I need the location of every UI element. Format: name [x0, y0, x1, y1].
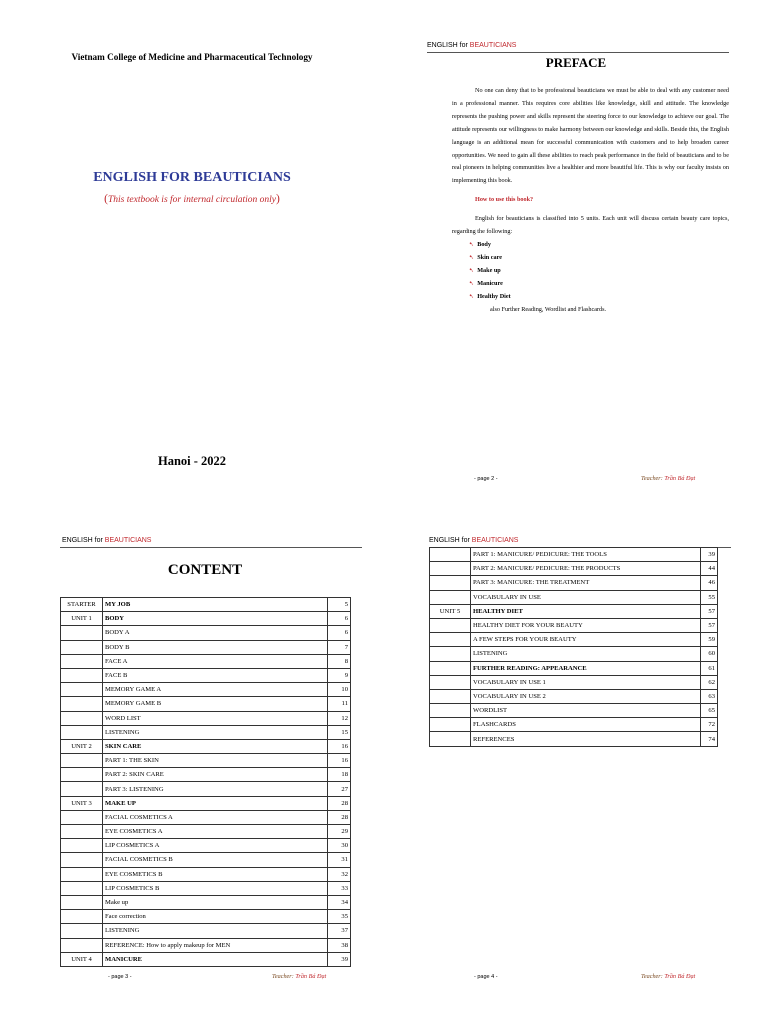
bullet-arrow-icon: ➷ [469, 266, 475, 274]
toc-page-cell: 8 [328, 654, 351, 668]
toc-title-cell: MEMORY GAME B [103, 697, 328, 711]
toc-page-cell: 65 [701, 704, 718, 718]
toc-unit-cell [430, 618, 471, 632]
toc-page-cell: 39 [701, 548, 718, 562]
toc-unit-cell: UNIT 5 [430, 604, 471, 618]
toc-page-cell: 29 [328, 825, 351, 839]
toc-unit-cell [61, 910, 103, 924]
toc-title-cell: LISTENING [103, 924, 328, 938]
topic-label: Skin care [477, 253, 502, 261]
toc-page-cell: 31 [328, 853, 351, 867]
toc-row [61, 810, 351, 824]
toc-page-cell: 61 [701, 661, 718, 675]
header-highlight: BEAUTICIANS [104, 537, 152, 544]
toc-unit-cell [430, 576, 471, 590]
toc-row [430, 604, 718, 618]
toc-row [61, 739, 351, 753]
toc-row [61, 825, 351, 839]
toc-unit-cell [61, 895, 103, 909]
toc-row [61, 796, 351, 810]
toc-row [61, 853, 351, 867]
toc-row [61, 598, 351, 612]
bullet-arrow-icon: ➷ [469, 292, 475, 300]
toc-page-cell: 46 [701, 576, 718, 590]
toc-page-cell: 30 [328, 839, 351, 853]
toc-page-cell: 7 [328, 640, 351, 654]
toc-title-cell: PART 1: MANICURE/ PEDICURE: THE TOOLS [471, 548, 701, 562]
toc-title-cell: Face correction [103, 910, 328, 924]
book-title: ENGLISH FOR BEAUTICIANS [93, 170, 291, 185]
topic-item [452, 239, 729, 252]
header-prefix: ENGLISH for [62, 537, 105, 544]
toc-title-cell: WORD LIST [103, 711, 328, 725]
toc-row [61, 754, 351, 768]
subtitle-text: This textbook is for internal circulation only [108, 195, 276, 205]
toc-row [430, 576, 718, 590]
toc-page-cell: 63 [701, 689, 718, 703]
toc-unit-cell [430, 704, 471, 718]
toc-row [61, 910, 351, 924]
toc-page-cell: 6 [328, 626, 351, 640]
toc-unit-cell [61, 839, 103, 853]
toc-title-cell: MEMORY GAME A [103, 683, 328, 697]
toc-page-cell: 5 [328, 598, 351, 612]
toc-title-cell: PART 2: MANICURE/ PEDICURE: THE PRODUCTS [471, 562, 701, 576]
teacher-label: Teacher: [641, 475, 665, 482]
toc-title-cell: REFERENCE: How to apply makeup for MEN [103, 938, 328, 952]
toc-row [61, 626, 351, 640]
toc-title-cell: LIP COSMETICS B [103, 881, 328, 895]
toc-unit-cell [61, 725, 103, 739]
toc-unit-cell [430, 689, 471, 703]
toc-unit-cell [430, 647, 471, 661]
toc-page-cell: 74 [701, 732, 718, 746]
toc-title-cell: MY JOB [103, 598, 328, 612]
topic-item [452, 278, 729, 291]
toc-title-cell: VOCABULARY IN USE 1 [471, 675, 701, 689]
toc-unit-cell: UNIT 1 [61, 612, 103, 626]
toc-title-cell: FACIAL COSMETICS A [103, 810, 328, 824]
toc-page-cell: 16 [328, 739, 351, 753]
toc-title-cell: HEALTHY DIET FOR YOUR BEAUTY [471, 618, 701, 632]
toc-row [61, 768, 351, 782]
toc-row [61, 612, 351, 626]
topic-label: Make up [477, 266, 501, 274]
toc-unit-cell [430, 633, 471, 647]
toc-unit-cell [61, 938, 103, 952]
toc-row [430, 633, 718, 647]
toc-page-cell: 10 [328, 683, 351, 697]
also-text: also Further Reading, Wordlist and Flashcards. [490, 305, 607, 313]
toc-title-cell: VOCABULARY IN USE 2 [471, 689, 701, 703]
toc-title-cell: BODY B [103, 640, 328, 654]
toc-title-cell: EYE COSMETICS B [103, 867, 328, 881]
toc-row [61, 881, 351, 895]
toc-unit-cell [61, 867, 103, 881]
header-highlight: BEAUTICIANS [471, 537, 519, 544]
preface-title: PREFACE [545, 55, 607, 70]
how-to-heading: How to use this book? [475, 196, 534, 204]
toc-unit-cell [61, 711, 103, 725]
toc-page-cell: 15 [328, 725, 351, 739]
toc-page-cell: 6 [328, 612, 351, 626]
running-header [427, 42, 516, 49]
toc-table [60, 597, 351, 967]
toc-page-cell: 27 [328, 782, 351, 796]
toc-page-cell: 37 [328, 924, 351, 938]
toc-page-cell: 34 [328, 895, 351, 909]
toc-title-cell: EYE COSMETICS A [103, 825, 328, 839]
content-page [0, 512, 384, 1024]
toc-row [61, 924, 351, 938]
toc-unit-cell [430, 718, 471, 732]
toc-page-cell: 60 [701, 647, 718, 661]
toc-row [430, 548, 718, 562]
toc-row [61, 725, 351, 739]
toc-title-cell: PART 3: LISTENING [103, 782, 328, 796]
toc-row [61, 640, 351, 654]
toc-page-cell: 57 [701, 618, 718, 632]
page-number: - page 2 - [474, 476, 498, 482]
toc-page-cell: 12 [328, 711, 351, 725]
toc-page-cell: 62 [701, 675, 718, 689]
toc-row [430, 661, 718, 675]
toc-unit-cell: UNIT 4 [61, 952, 103, 966]
toc-row [430, 704, 718, 718]
toc-row [61, 683, 351, 697]
toc-unit-cell: UNIT 3 [61, 796, 103, 810]
toc-page-cell: 32 [328, 867, 351, 881]
toc-unit-cell [61, 825, 103, 839]
toc-unit-cell [61, 754, 103, 768]
toc-page-cell: 55 [701, 590, 718, 604]
toc-row [61, 654, 351, 668]
topic-item [452, 265, 729, 278]
toc-title-cell: VOCABULARY IN USE [471, 590, 701, 604]
toc-page-cell: 9 [328, 668, 351, 682]
preface-paragraph: No one can deny that to be professional beauticians we must be able to deal with any customer need in a professional manner. This requires core abilities like knowledge, skill and attitude. The knowledge represents the pushing power and skills represent the steering force to our knowledge to achieve our goal. The attitude represents our willingness to make harmony between our knowledge and skills. Beside this, the English language is an additional mean for successful communication with customers and to help broaden career opportunities. We need to gain all these abilities to reach peak performance in the field of beauticians and to be real pioneers in helping communities live a healthier and more beautiful life. This is why our faculty insists on implementing this book. [452, 87, 729, 185]
cover-page [0, 0, 384, 512]
toc-title-cell: FACE A [103, 654, 328, 668]
toc-row [61, 952, 351, 966]
toc-unit-cell [430, 562, 471, 576]
toc-title-cell: PART 2: SKIN CARE [103, 768, 328, 782]
toc-unit-cell [61, 924, 103, 938]
subtitle-open-paren: ( [104, 193, 108, 205]
header-rule [427, 52, 729, 53]
bullet-arrow-icon: ➷ [469, 240, 475, 248]
page-number: - page 4 - [474, 974, 498, 980]
toc-unit-cell [430, 732, 471, 746]
topic-list [452, 239, 729, 304]
toc-row [61, 711, 351, 725]
preface-page [384, 0, 768, 512]
header-rule [60, 547, 362, 548]
toc-row [61, 782, 351, 796]
toc-unit-cell [61, 654, 103, 668]
units-text: English for beauticians is classified into 5 units. Each unit will discuss certain beauty care topics, regarding the following: [452, 215, 729, 236]
toc-page-cell: 39 [328, 952, 351, 966]
teacher-credit [641, 475, 695, 482]
running-header [429, 537, 518, 544]
header-highlight: BEAUTICIANS [469, 42, 517, 49]
toc-page-cell: 28 [328, 796, 351, 810]
topic-item [452, 291, 729, 304]
toc-title-cell: FLASHCARDS [471, 718, 701, 732]
toc-unit-cell: STARTER [61, 598, 103, 612]
toc-title-cell: PART 1: THE SKIN [103, 754, 328, 768]
topic-label: Manicure [477, 279, 503, 287]
bullet-arrow-icon: ➷ [469, 279, 475, 287]
toc-title-cell: Make up [103, 895, 328, 909]
header-prefix: ENGLISH for [427, 42, 470, 49]
toc-row [61, 697, 351, 711]
toc-unit-cell [61, 768, 103, 782]
toc-row [61, 867, 351, 881]
toc-row [430, 718, 718, 732]
place-year: Hanoi - 2022 [157, 454, 227, 468]
toc-page-cell: 16 [328, 754, 351, 768]
toc-unit-cell [61, 697, 103, 711]
toc-title-cell: FURTHER READING: APPEARANCE [471, 661, 701, 675]
toc-table [429, 547, 718, 747]
teacher-label: Teacher: [272, 973, 296, 980]
toc-row [430, 647, 718, 661]
toc-unit-cell [61, 782, 103, 796]
toc-page-cell: 59 [701, 633, 718, 647]
toc-title-cell: MANICURE [103, 952, 328, 966]
toc-unit-cell [430, 675, 471, 689]
toc-unit-cell [61, 810, 103, 824]
toc-row [430, 562, 718, 576]
running-header [62, 537, 151, 544]
toc-page-cell: 38 [328, 938, 351, 952]
toc-page-cell: 57 [701, 604, 718, 618]
book-subtitle [0, 193, 384, 205]
toc-page-cell: 28 [328, 810, 351, 824]
toc-unit-cell [61, 640, 103, 654]
toc-page-cell: 44 [701, 562, 718, 576]
toc-unit-cell [430, 590, 471, 604]
bullet-arrow-icon: ➷ [469, 253, 475, 261]
topic-label: Healthy Diet [477, 292, 511, 300]
teacher-label: Teacher: [641, 973, 665, 980]
toc-row [430, 618, 718, 632]
toc-unit-cell [61, 683, 103, 697]
teacher-name: Trần Bá Đạt [295, 973, 327, 980]
subtitle-close-paren: ) [276, 193, 280, 205]
toc-unit-cell [61, 881, 103, 895]
toc-row [61, 668, 351, 682]
toc-title-cell: PART 3: MANICURE: THE TREATMENT [471, 576, 701, 590]
toc-title-cell: A FEW STEPS FOR YOUR BEAUTY [471, 633, 701, 647]
teacher-credit [272, 973, 326, 980]
toc-title-cell: REFERENCES [471, 732, 701, 746]
toc-page-cell: 18 [328, 768, 351, 782]
toc-title-cell: MAKE UP [103, 796, 328, 810]
topic-item [452, 252, 729, 265]
toc-row [61, 895, 351, 909]
toc-row [430, 689, 718, 703]
toc-title-cell: SKIN CARE [103, 739, 328, 753]
teacher-credit [641, 973, 695, 980]
toc-unit-cell [61, 668, 103, 682]
toc-row [430, 590, 718, 604]
toc-title-cell: HEALTHY DIET [471, 604, 701, 618]
teacher-name: Trần Bá Đạt [664, 475, 696, 482]
toc-row [430, 732, 718, 746]
toc-unit-cell [61, 626, 103, 640]
toc-title-cell: BODY [103, 612, 328, 626]
toc-row [61, 938, 351, 952]
toc-page-cell: 72 [701, 718, 718, 732]
toc-unit-cell: UNIT 2 [61, 739, 103, 753]
toc-title-cell: FACE B [103, 668, 328, 682]
toc-title-cell: BODY A [103, 626, 328, 640]
toc-title-cell: LISTENING [103, 725, 328, 739]
toc-page-cell: 35 [328, 910, 351, 924]
topic-label: Body [477, 240, 491, 248]
toc-unit-cell [430, 548, 471, 562]
toc-row [61, 839, 351, 853]
college-name: Vietnam College of Medicine and Pharmaceutical Technology [71, 52, 313, 62]
page-number: - page 3 - [108, 974, 132, 980]
toc-title-cell: FACIAL COSMETICS B [103, 853, 328, 867]
preface-body [452, 85, 729, 316]
toc-title-cell: WORDLIST [471, 704, 701, 718]
teacher-name: Trần Bá Đạt [664, 973, 696, 980]
content-continued-page [384, 512, 768, 1024]
toc-unit-cell [61, 853, 103, 867]
toc-page-cell: 33 [328, 881, 351, 895]
toc-title-cell: LISTENING [471, 647, 701, 661]
toc-row [430, 675, 718, 689]
toc-title-cell: LIP COSMETICS A [103, 839, 328, 853]
content-title: CONTENT [167, 562, 243, 578]
toc-unit-cell [430, 661, 471, 675]
header-prefix: ENGLISH for [429, 537, 472, 544]
toc-page-cell: 11 [328, 697, 351, 711]
